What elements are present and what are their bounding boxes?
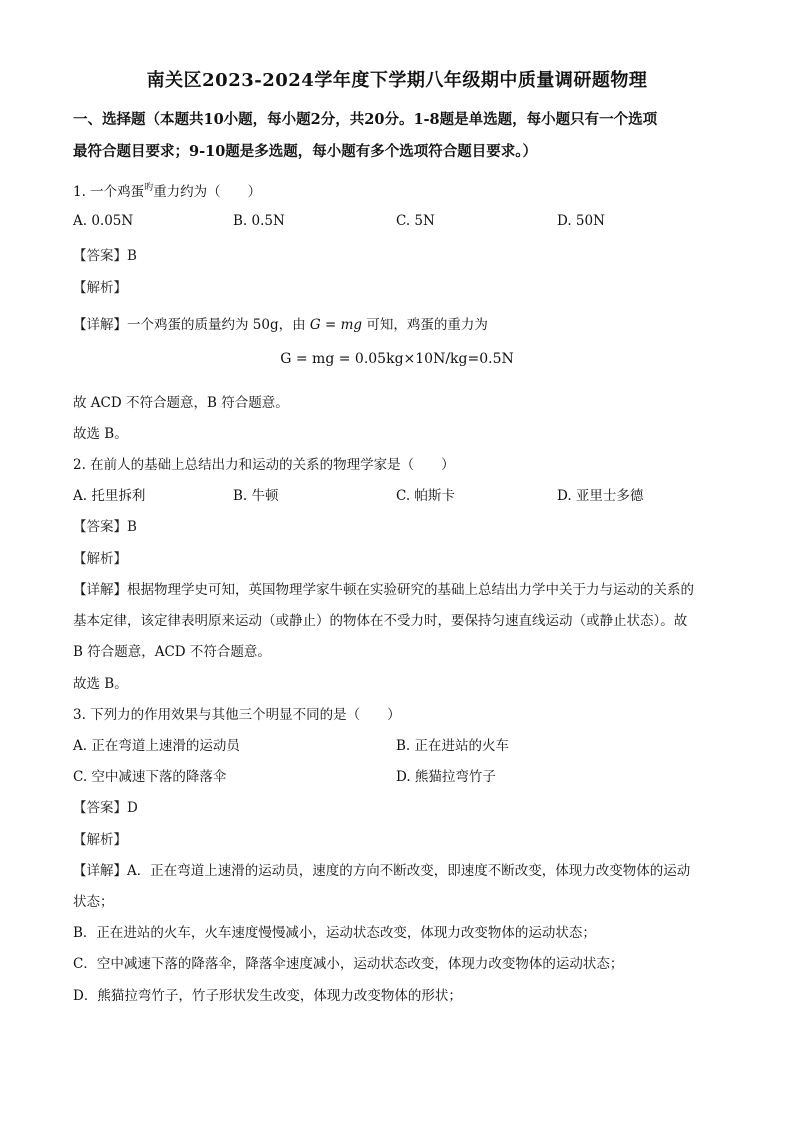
q3-answer: 【答案】D (73, 800, 138, 816)
q1-analysis-label: 【解析】 (73, 280, 127, 296)
page-title: 南关区2023-2024学年度下学期八年级期中质量调研题物理 (146, 70, 648, 91)
q1-stem-part-b: 重力约为（ ） (153, 184, 262, 200)
q1-choose: 故选 B。 (73, 426, 128, 442)
q1-detail-part-b: 可知，鸡蛋的重力为 (366, 317, 488, 333)
section-heading-line-1: 一、选择题（本题共10小题，每小题2分，共20分。1-8题是单选题，每小题只有一个选项 (73, 111, 658, 128)
q2-option-b: B. 牛顿 (233, 488, 279, 504)
q2-stem: 2. 在前人的基础上总结出力和运动的关系的物理学家是（ ） (73, 457, 455, 473)
q1-detail-part-a: 【详解】一个鸡蛋的质量约为 50g，由 (73, 317, 306, 333)
q3-detail-line-4: C．空中减速下落的降落伞，降落伞速度减小，运动状态改变，体现力改变物体的运动状态； (73, 956, 624, 972)
q1-stem (73, 180, 261, 200)
q2-choose: 故选 B。 (73, 676, 128, 692)
q1-option-a: A. 0.05N (73, 213, 134, 229)
section-heading-line-2: 最符合题目要求；9-10题是多选题，每小题有多个选项符合题目要求。） (73, 143, 538, 160)
q1-option-c: C. 5N (396, 213, 435, 229)
q2-option-a: A. 托里拆利 (73, 488, 146, 504)
q1-detail-inline-formula: G = mg (309, 317, 363, 333)
q2-option-c: C. 帕斯卡 (396, 488, 455, 504)
q3-detail-line-2: 状态； (73, 894, 114, 910)
q2-detail-line-3: B 符合题意，ACD 不符合题意。 (73, 644, 271, 660)
q2-detail-line-2: 基本定律，该定律表明原来运动（或静止）的物体在不受力时，要保持匀速直线运动（或静止状态）。故 (73, 613, 688, 629)
q1-option-d: D. 50N (557, 213, 605, 229)
q3-detail-line-3: B．正在进站的火车，火车速度慢慢减小，运动状态改变，体现力改变物体的运动状态； (73, 925, 596, 941)
q1-formula: G = mg = 0.05kg×10N/kg=0.5N (280, 351, 514, 367)
q3-stem: 3. 下列力的作用效果与其他三个明显不同的是（ ） (73, 707, 401, 723)
q1-conclusion: 故 ACD 不符合题意，B 符合题意。 (73, 395, 289, 411)
q1-option-b: B. 0.5N (233, 213, 285, 229)
q2-option-d: D. 亚里士多德 (557, 488, 644, 504)
q3-analysis-label: 【解析】 (73, 832, 127, 848)
q3-option-d: D. 熊猫拉弯竹子 (396, 769, 496, 785)
q1-stem-part-a: 1. 一个鸡蛋 (73, 184, 145, 200)
q1-detail (73, 313, 488, 333)
q3-detail-line-1: 【详解】A．正在弯道上速滑的运动员，速度的方向不断改变，即速度不断改变，体现力改变物体的运动 (73, 863, 691, 879)
q1-stem-sup: 旳 (144, 183, 154, 193)
q3-detail-line-5: D．熊猫拉弯竹子，竹子形状发生改变，体现力改变物体的形状； (73, 988, 462, 1004)
q1-answer: 【答案】B (73, 248, 137, 264)
q2-answer: 【答案】B (73, 519, 137, 535)
q3-option-c: C. 空中减速下落的降落伞 (73, 769, 227, 785)
q3-option-b: B. 正在进站的火车 (396, 738, 510, 754)
q3-option-a: A. 正在弯道上速滑的运动员 (73, 738, 240, 754)
q2-detail-line-1: 【详解】根据物理学史可知，英国物理学家牛顿在实验研究的基础上总结出力学中关于力与运动的关系的 (73, 582, 694, 598)
q2-analysis-label: 【解析】 (73, 551, 127, 567)
